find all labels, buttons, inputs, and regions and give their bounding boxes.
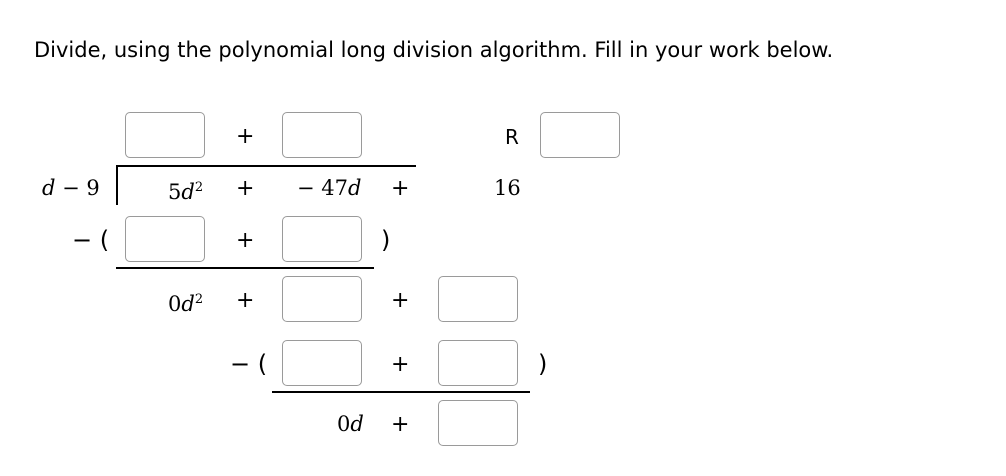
quotient-term-2-input[interactable] [282, 112, 362, 158]
row2-term-1 [168, 287, 203, 317]
division-bracket [116, 165, 118, 205]
plus-sign: + [236, 288, 255, 313]
remainder-label: R [505, 125, 519, 149]
subtract-2-term-a-input[interactable] [282, 340, 362, 386]
row2-term-1-coef: 0 [168, 292, 182, 316]
subtract-1-term-b-input[interactable] [282, 216, 362, 262]
subtract-close-paren: ) [381, 226, 391, 254]
subtract-open-paren: − ( [230, 350, 268, 378]
dividend-term-2-var: d [348, 176, 362, 200]
dividend-term-1-var: d [181, 180, 195, 204]
plus-sign: + [236, 176, 255, 201]
instructions-text: Divide, using the polynomial long division algorithm. Fill in your work below. [34, 38, 834, 62]
final-remainder-input[interactable] [438, 400, 518, 446]
divisor [42, 175, 100, 201]
row2-term-3-input[interactable] [438, 276, 518, 322]
remainder-input[interactable] [540, 112, 620, 158]
row2-term-2-input[interactable] [282, 276, 362, 322]
dividend-term-3: 16 [494, 176, 521, 200]
row2-term-1-exp: 2 [194, 292, 204, 307]
dividend-term-2 [297, 175, 361, 201]
dividend-term-1-exp: 2 [194, 180, 204, 195]
plus-sign: + [391, 352, 410, 377]
row4-term-1 [337, 411, 364, 437]
subtract-1-term-a-input[interactable] [125, 216, 205, 262]
subtract-2-term-b-input[interactable] [438, 340, 518, 386]
row2-term-1-var: d [181, 292, 195, 316]
subtraction-line-2 [272, 391, 530, 393]
plus-sign: + [236, 228, 255, 253]
dividend-term-2-coef: − 47 [297, 176, 348, 200]
plus-sign: + [391, 288, 410, 313]
row4-term-1-var: d [350, 412, 364, 436]
dividend-term-1-coef: 5 [168, 180, 182, 204]
plus-sign: + [236, 124, 255, 149]
subtract-close-paren: ) [538, 350, 548, 378]
subtraction-line-1 [116, 267, 374, 269]
plus-sign: + [391, 176, 410, 201]
dividend-term-1 [168, 175, 203, 205]
quotient-term-1-input[interactable] [125, 112, 205, 158]
subtract-open-paren: − ( [72, 226, 110, 254]
plus-sign: + [391, 412, 410, 437]
divisor-constant: − 9 [55, 176, 100, 200]
row4-term-1-coef: 0 [337, 412, 351, 436]
divisor-variable: d [42, 176, 56, 200]
division-bar [116, 165, 416, 167]
